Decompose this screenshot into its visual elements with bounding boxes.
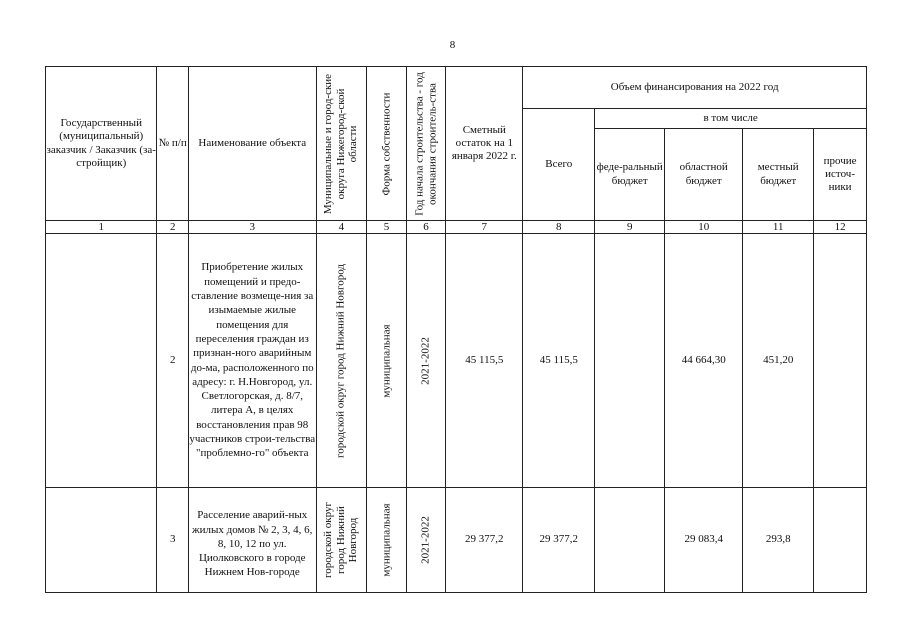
header-ownership-text: Форма собственности bbox=[380, 92, 393, 195]
row-federal bbox=[595, 234, 665, 488]
row-years-text: 2021-2022 bbox=[419, 336, 432, 385]
row-balance: 45 115,5 bbox=[446, 234, 523, 488]
header-index: № п/п bbox=[157, 67, 188, 221]
header-row-1 bbox=[46, 67, 867, 109]
row-regional: 29 083,4 bbox=[665, 488, 743, 593]
table-row bbox=[46, 234, 867, 488]
row-index: 2 bbox=[157, 234, 188, 488]
row-regional: 44 664,30 bbox=[665, 234, 743, 488]
row-local: 451,20 bbox=[743, 234, 814, 488]
row-other bbox=[814, 488, 867, 593]
row-years bbox=[406, 234, 446, 488]
header-municipality-text: Муниципальные и город-ские округа Нижегород-ской области bbox=[322, 73, 360, 214]
header-object-name: Наименование объекта bbox=[188, 67, 316, 221]
row-customer bbox=[46, 234, 157, 488]
row-customer bbox=[46, 488, 157, 593]
header-local: местный бюджет bbox=[743, 129, 814, 221]
header-ownership bbox=[367, 67, 407, 221]
row-ownership-text: муниципальная bbox=[380, 323, 393, 398]
header-including: в том числе bbox=[595, 109, 867, 129]
header-total: Всего bbox=[523, 109, 595, 221]
row-balance: 29 377,2 bbox=[446, 488, 523, 593]
row-ownership bbox=[367, 488, 407, 593]
column-number: 9 bbox=[595, 221, 665, 234]
row-object-name: Расселение аварий-ных жилых домов № 2, 3, 4, 6, 8, 10, 12 по ул. Циолковского в городе Нижнем Нов-городе bbox=[188, 488, 316, 593]
row-municipality-text: городской округ город Нижний Новгород bbox=[322, 501, 360, 579]
table-row bbox=[46, 488, 867, 593]
row-years-text: 2021-2022 bbox=[419, 516, 432, 564]
header-balance: Сметный остаток на 1 января 2022 г. bbox=[446, 67, 523, 221]
column-number: 1 bbox=[46, 221, 157, 234]
header-municipality bbox=[316, 67, 367, 221]
row-municipality bbox=[316, 234, 367, 488]
column-number-row bbox=[46, 221, 867, 234]
header-regional: областной бюджет bbox=[665, 129, 743, 221]
column-number: 11 bbox=[743, 221, 814, 234]
page-number: 8 bbox=[449, 39, 456, 51]
row-ownership-text: муниципальная bbox=[380, 503, 393, 577]
column-number: 3 bbox=[188, 221, 316, 234]
row-object-name: Приобретение жилых помещений и предо-ставление возмеще-ния за изымаемые жилые помещения для переселения граждан из признан-ного аварийным до-ма, расположенного по адресу: г. Н.Новгород, ул. Светлогорская, д. 8/7, литера А, в целях восстановления прав 98 участников строи-тельства "проблемно-го" объекта bbox=[188, 234, 316, 488]
header-federal: феде-ральный бюджет bbox=[595, 129, 665, 221]
column-number: 8 bbox=[523, 221, 595, 234]
column-number: 2 bbox=[157, 221, 188, 234]
row-municipality bbox=[316, 488, 367, 593]
row-index: 3 bbox=[157, 488, 188, 593]
row-ownership bbox=[367, 234, 407, 488]
row-municipality-text: городской округ город Нижний Новгород bbox=[335, 263, 348, 458]
financing-table bbox=[45, 66, 867, 593]
row-total: 29 377,2 bbox=[523, 488, 595, 593]
column-number: 10 bbox=[665, 221, 743, 234]
column-number: 7 bbox=[446, 221, 523, 234]
column-number: 4 bbox=[316, 221, 367, 234]
row-total: 45 115,5 bbox=[523, 234, 595, 488]
row-federal bbox=[595, 488, 665, 593]
row-local: 293,8 bbox=[743, 488, 814, 593]
column-number: 12 bbox=[814, 221, 867, 234]
column-number: 6 bbox=[406, 221, 446, 234]
header-customer: Государственный (муниципальный) заказчик / Заказчик (за-стройщик) bbox=[46, 67, 157, 221]
column-number: 5 bbox=[367, 221, 407, 234]
header-other: прочие источ-ники bbox=[814, 129, 867, 221]
header-years-text: Год начала строительства - год окончания строитель-ства bbox=[413, 71, 439, 216]
header-years bbox=[406, 67, 446, 221]
row-years bbox=[406, 488, 446, 593]
row-other bbox=[814, 234, 867, 488]
header-funding: Объем финансирования на 2022 год bbox=[523, 67, 867, 109]
